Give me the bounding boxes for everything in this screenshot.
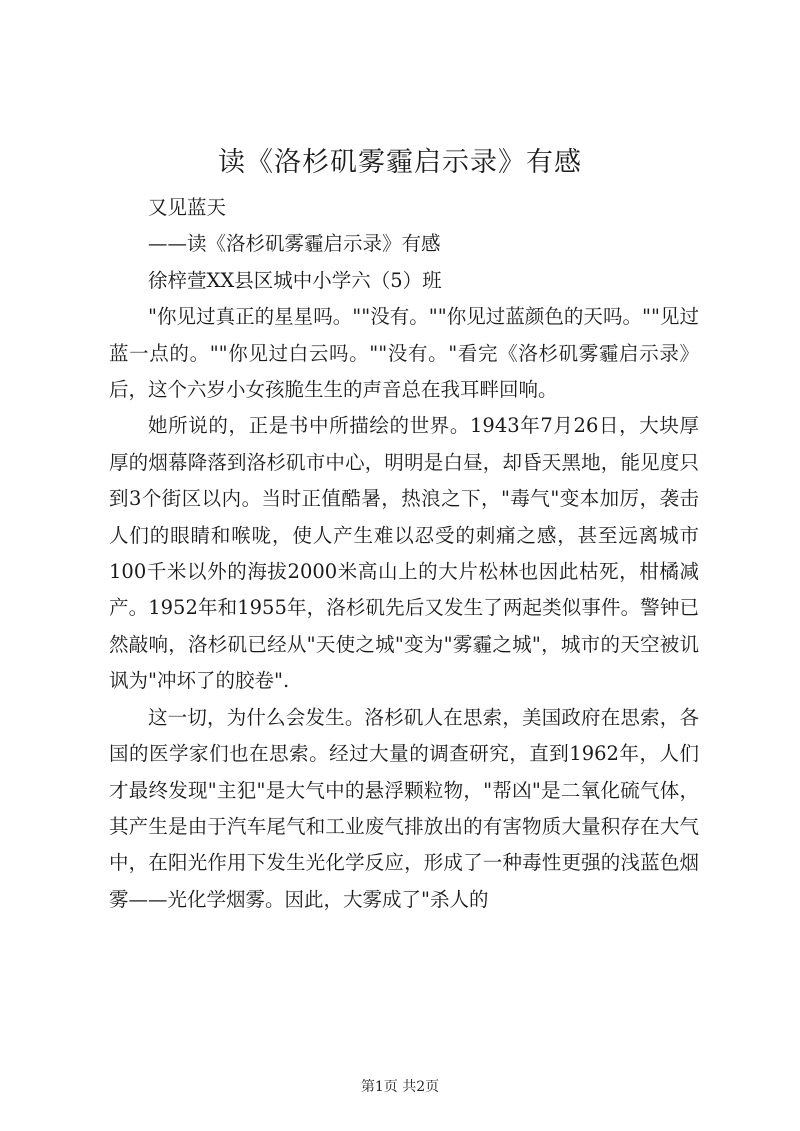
paragraph: 她所说的，正是书中所描绘的世界。1943年7月26日，大块厚厚的烟幕降落到洛杉矶市中心，明明是白昼，却昏天黑地，能见度只到3个街区以内。当时正值酷暑，热浪之下，"毒气"变本加厉，袭击人们的眼睛和喉咙，使人产生难以忍受的刺痛之感，甚至远离城市100千米以外的海拔2000米高山上的大片松林也因此枯死，柑橘减产。1952年和1955年，洛杉矶先后又发生了两起类似事件。警钟已然敲响，洛杉矶已经从"天使之城"变为"雾霾之城"，城市的天空被讥讽为"冲坏了的胶卷". bbox=[109, 414, 699, 693]
paragraph: 这一切，为什么会发生。洛杉矶人在思索，美国政府在思索，各国的医学家们也在思索。经过大量的调查研究，直到1962年，人们才最终发现"主犯"是大气中的悬浮颗粒物，"帮凶"是二氧化硫气体，其产生是由于汽车尾气和工业废气排放出的有害物质大量积存在大气中，在阳光作用下发生光化学反应，形成了一种毒性更强的浅蓝色烟雾——光化学烟雾。因此，大雾成了"杀人的 bbox=[109, 705, 699, 911]
document-body bbox=[109, 190, 699, 918]
author-line: 徐梓萱XX县区城中小学六（5）班 bbox=[148, 268, 442, 292]
document-title: 读《洛杉矶雾霾启示录》有感 bbox=[218, 147, 582, 178]
subtitle-book-line: ——读《洛杉矶雾霾启示录》有感 bbox=[148, 232, 441, 256]
page-footer: 第1页 共2页 bbox=[360, 1079, 440, 1095]
paragraph: "你见过真正的星星吗。""没有。""你见过蓝颜色的天吗。""见过蓝一点的。""你见过白云吗。""没有。"看完《洛杉矶雾霾启示录》后，这个六岁小女孩脆生生的声音总在我耳畔回响。 bbox=[109, 305, 699, 402]
subtitle-line: 又见蓝天 bbox=[148, 196, 227, 219]
